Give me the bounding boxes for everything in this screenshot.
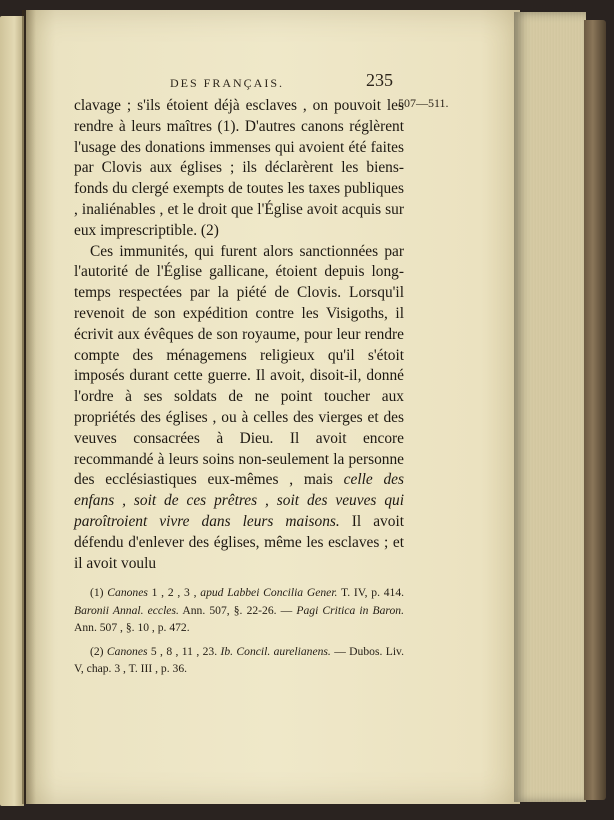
footnotes (74, 584, 404, 684)
footnote-1-work: apud Labbei Concilia Gener. (200, 586, 338, 599)
footnote-1-work-3: Pagi Critica in Baron. (296, 603, 404, 617)
footnote-2-work: Ib. Concil. aurelianens. (220, 644, 331, 658)
footnote-1-end: Ann. 507 , §. 10 , p. 472. (74, 621, 190, 634)
footnote-2-ref: 5 , 8 , 11 , 23. (147, 644, 221, 658)
footnote-1-number: (1) (90, 586, 104, 599)
footnote-1-pages: T. IV, p. 414. (337, 586, 405, 599)
paragraph-2 (74, 242, 404, 575)
footnote-1-work-2: Baronii Annal. eccles. (74, 603, 179, 617)
footnote-1-ref: 1 , 2 , 3 , (147, 586, 201, 599)
footnote-2-number: (2) (90, 644, 104, 658)
paragraph-1: clavage ; s'ils étoient déjà esclaves , on pouvoit les rendre à leurs maîtres (1). D'autres canons réglèrent l'usage des donations immenses qui avoient été faites par Clovis aux églises ; ils déclarèrent les biens-fonds du clergé exempts de toutes les taxes publiques , inaliénables , et le droit que l'Église avoit acquis sur eux imprescriptible. (2) (74, 97, 404, 239)
footnote-1-year: Ann. 507, §. 22-26. — (178, 603, 297, 617)
body-text (74, 96, 404, 574)
paragraph-2-text-a: Ces immunités, qui furent alors sanctionnées par l'autorité de l'Église gallicane, étoient depuis long-temps respectées par la piété de Clovis. Lorsqu'il revenoit de son expédition contre les Visigoths, il écrivit aux évêques de son royaume, pour leur rendre compte des ménagemens religieux qu'il s'étoit imposés durant cette guerre. Il avoit, disoit-il, donné l'ordre à ses soldats de ne point toucher aux propriétés des églises , ou à celles des vierges et des veuves consacrées à Dieu. Il avoit encore recommandé à leurs soins non-seulement la personne des ecclésiastiques eux-mêmes , mais (74, 242, 404, 489)
footnote-2-end: — Dubos. Liv. V, chap. 3 , T. III , p. 36. (74, 644, 404, 675)
left-page-edge (0, 16, 24, 806)
paragraph-2-italic: celle des enfans , soit de ces prêtres , soit des veuves qui paroîtroient vivre dans leurs maisons. (74, 471, 404, 530)
footnote-2 (74, 643, 404, 678)
page-fore-edge (514, 12, 586, 802)
paragraph-2-text-b: Il avoit défendu d'enlever des églises, même les esclaves ; et il avoit voulu (74, 512, 404, 572)
footnote-2-source: Canones (106, 644, 148, 658)
page-number: 235 (366, 70, 393, 90)
footnote-1-source: Canones (107, 586, 148, 599)
footnote-1 (74, 584, 404, 637)
margin-date-note: 507—511. (398, 96, 449, 110)
running-head: DES FRANÇAIS. (170, 76, 285, 90)
gutter-shadow (22, 10, 36, 804)
book-cover-edge (584, 20, 606, 800)
